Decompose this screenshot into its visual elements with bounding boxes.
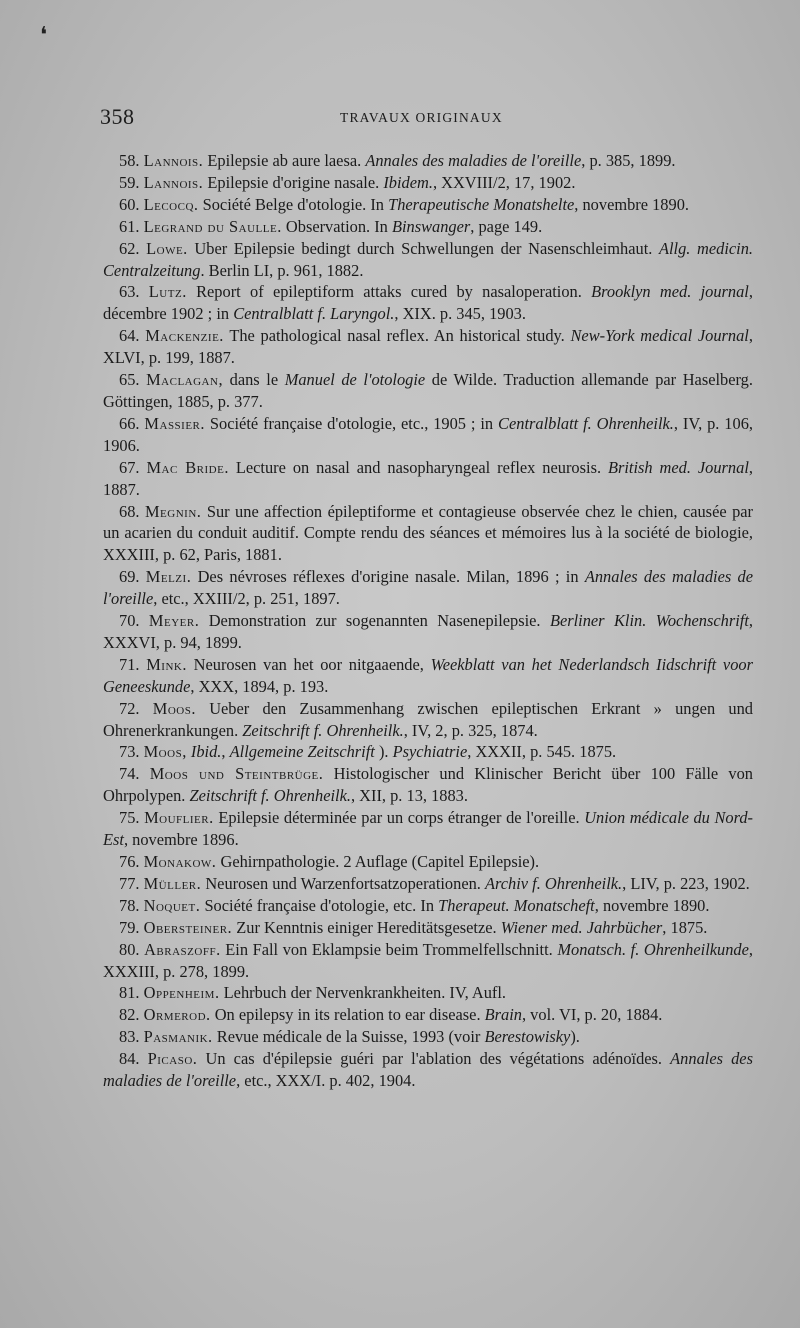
reference-title-italic: Allg. medicin. Centralzeitung [103, 238, 753, 280]
reference-entry [103, 851, 753, 873]
reference-text: , XXXII, p. 545. 1875. [467, 742, 617, 762]
reference-text: Ein Fall von Eklampsie beim Trommelfellschnitt. [225, 939, 558, 959]
reference-text: Gehirnpathologie. 2 Auflage (Capitel Epilepsie). [220, 852, 540, 871]
reference-text: , XXX, 1894, p. 193. [190, 676, 329, 696]
reference-number: 80. [119, 939, 140, 959]
reference-number: 59. [119, 172, 140, 192]
reference-text: Epilepsie ab aure laesa. [207, 151, 366, 170]
reference-text: , novembre 1896. [123, 830, 239, 850]
reference-text: , page 149. [470, 216, 543, 236]
reference-text: , etc., XXX/I. p. 402, 1904. [236, 1071, 416, 1091]
reference-entry [103, 698, 753, 742]
reference-title-italic: Weekblatt van het Nederlandsch Iidschrift voor Geneeskunde [103, 654, 753, 696]
reference-text: , IV, 2, p. 325, 1874. [403, 720, 538, 740]
reference-entry [103, 763, 753, 807]
reference-author: Legrand du Saulle. [143, 216, 282, 236]
reference-text: Ueber den Zusammenhang zwischen epileptischen Erkrant » ungen und Ohrenerkrankungen. [103, 698, 753, 740]
page-number: 358 [100, 104, 135, 129]
reference-entry [103, 216, 753, 238]
reference-text: , vol. VI, p. 20, 1884. [521, 1005, 663, 1025]
page-header [100, 104, 760, 134]
reference-title-italic: Centralblatt f. Laryngol. [233, 304, 395, 324]
reference-text: Uber Epilepsie bedingt durch Schwellungen der Nasenschleimhaut. [194, 238, 659, 258]
reference-number: 74. [119, 764, 140, 784]
reference-title-italic: Brooklyn med. journal [591, 282, 749, 302]
reference-number: 67. [119, 457, 140, 477]
reference-text: Epilepsie déterminée par un corps étranger de l'oreille. [218, 808, 585, 828]
reference-title-italic: Zeitschrift f. Ohrenheilk. [242, 720, 404, 740]
reference-text: Report of epileptiform attaks cured by nasaloperation. [196, 282, 592, 302]
reference-author: Maclagan, [146, 370, 224, 390]
reference-text: Société française d'otologie, etc. In [204, 895, 439, 915]
reference-title-italic: Ibid. [190, 742, 222, 762]
reference-entry [103, 807, 753, 851]
reference-author: Noquet. [143, 895, 201, 915]
reference-number: 65. [119, 370, 140, 390]
reference-title-italic: Annales des maladies de l'oreille [103, 567, 753, 609]
reference-author: Megnin. [144, 501, 202, 521]
reference-text: , XII, p. 13, 1883. [350, 786, 468, 806]
reference-number: 77. [119, 873, 140, 893]
reference-author: Lannois. [143, 172, 204, 192]
reference-title-italic: Ibidem. [383, 172, 433, 192]
reference-text: Société Belge d'otologie. In [202, 194, 389, 214]
reference-author: Ormerod. [143, 1005, 211, 1025]
reference-author: Lowe. [146, 238, 188, 258]
reference-author: Mink. [146, 654, 187, 674]
reference-text: Observation. In [285, 216, 392, 236]
reference-text: The pathological nasal reflex. An historical study. [229, 326, 571, 346]
reference-text: Revue médicale de la Suisse, 1993 (voir [216, 1027, 485, 1047]
reference-number: 84. [119, 1049, 140, 1069]
reference-title-italic: Zeitschrift f. Ohrenheilk. [189, 786, 351, 806]
reference-text: de Wilde. Traduction allemande par Haselberg. Göttingen, 1885, p. 377. [103, 370, 753, 411]
reference-entry [103, 654, 753, 698]
reference-text: , etc., XXIII/2, p. 251, 1897. [153, 589, 340, 609]
reference-number: 64. [119, 326, 140, 346]
reference-number: 61. [119, 216, 140, 236]
reference-title-italic: Annales des maladies de l'oreille [103, 1049, 753, 1091]
reference-title-italic: Allgemeine Zeitschrift [229, 742, 375, 762]
reference-text: , p. 385, 1899. [581, 151, 676, 170]
reference-title-italic: Berestowisky [484, 1027, 571, 1047]
reference-number: 71. [119, 654, 140, 674]
reference-entry [103, 741, 753, 763]
reference-text: , XIX. p. 345, 1903. [394, 304, 526, 324]
reference-entry [103, 1026, 753, 1048]
reference-entry [103, 895, 753, 917]
reference-number: 73. [119, 742, 140, 762]
reference-entry [103, 281, 753, 325]
reference-title-italic: Berliner Klin. Wochenschrift [549, 611, 749, 631]
reference-text: , XXXIII, p. 278, 1899. [103, 939, 753, 981]
reference-entry [103, 238, 753, 282]
reference-entry [103, 917, 753, 939]
reference-author: Obersteiner. [143, 917, 233, 937]
reference-text: . Berlin LI, p. 961, 1882. [200, 260, 364, 280]
reference-text: Neurosen van het oor nitgaaende, [193, 654, 431, 674]
reference-title-italic: Therapeutische Monatshelte [388, 194, 575, 214]
reference-author: Müller. [143, 873, 202, 893]
reference-entry [103, 194, 753, 216]
reference-entry [103, 150, 753, 172]
reference-text: , 1875. [662, 917, 708, 937]
reference-title-italic: Brain [484, 1005, 522, 1025]
reference-number: 83. [119, 1027, 140, 1047]
reference-title-italic: New-York medical Journal [570, 326, 749, 346]
reference-entry [103, 413, 753, 457]
reference-author: Meyer. [148, 611, 200, 631]
reference-number: 78. [119, 895, 140, 915]
reference-author: Lutz. [148, 282, 187, 302]
reference-text: Un cas d'épilepsie guéri par l'ablation des végétations adénoïdes. [205, 1049, 671, 1069]
reference-text: , novembre 1890. [594, 895, 710, 915]
reference-author: Pasmanik. [143, 1027, 213, 1047]
reference-author: Moos, [143, 742, 187, 762]
reference-author: Monakow. [143, 852, 217, 871]
scan-mark-decoration: ❛ [40, 22, 48, 47]
reference-author: Picaso. [147, 1049, 198, 1069]
reference-number: 58. [119, 151, 140, 170]
reference-text: , décembre 1902 ; in [103, 282, 753, 324]
reference-title-italic: British med. Journal [607, 457, 749, 477]
reference-entry [103, 1004, 753, 1026]
reference-text: , 1887. [103, 457, 753, 499]
reference-entry [103, 610, 753, 654]
reference-number: 81. [119, 983, 140, 1003]
reference-text: dans le [229, 370, 285, 390]
reference-author: Mouflier. [144, 808, 214, 828]
reference-title-italic: Monatsch. f. Ohrenheilkunde [557, 939, 749, 959]
reference-number: 75. [119, 808, 140, 828]
reference-author: Lecocq. [143, 194, 199, 214]
reference-author: Massier. [144, 413, 205, 433]
reference-entry [103, 982, 753, 1004]
reference-number: 62. [119, 238, 140, 258]
reference-number: 60. [119, 194, 140, 214]
reference-number: 76. [119, 852, 140, 871]
reference-number: 69. [119, 567, 140, 587]
running-title: TRAVAUX ORIGINAUX [340, 110, 503, 125]
reference-author: Oppenheim. [143, 983, 220, 1003]
reference-author: Mackenzie. [145, 326, 224, 346]
reference-number: 63. [119, 282, 140, 302]
reference-author: Abraszoff. [144, 939, 221, 959]
reference-text: Lecture on nasal and nasopharyngeal reflex neurosis. [235, 457, 608, 477]
reference-text: Des névroses réflexes d'origine nasale. Milan, 1896 ; in [197, 567, 585, 587]
reference-text: Histologischer und Klinischer Bericht über 100 Fälle von Ohrpolypen. [103, 764, 753, 806]
reference-entry [103, 939, 753, 983]
reference-entry [103, 501, 753, 567]
reference-text: , novembre 1890. [574, 194, 689, 214]
reference-title-italic: Therapeut. Monatscheft [438, 895, 595, 915]
reference-title-italic: Binswanger [391, 216, 471, 236]
reference-text: ). [570, 1027, 580, 1047]
reference-title-italic: Wiener med. Jahrbücher [500, 917, 663, 937]
reference-text: , [221, 742, 230, 762]
reference-number: 79. [119, 917, 140, 937]
reference-number: 66. [119, 413, 140, 433]
reference-title-italic: Manuel de l'otologie [284, 370, 426, 390]
reference-text: Zur Kenntnis einiger Hereditätsgesetze. [236, 917, 501, 937]
reference-author: Mac Bride. [146, 457, 229, 477]
reference-author: Moos. [152, 698, 196, 718]
reference-entry [103, 369, 753, 413]
reference-title-italic: Centralblatt f. Ohrenheilk. [498, 413, 674, 433]
reference-number: 72. [119, 698, 140, 718]
reference-text: Société française d'otologie, etc., 1905 ; in [209, 413, 499, 433]
reference-entry [103, 172, 753, 194]
reference-text: , IV, p. 106, 1906. [103, 413, 753, 455]
reference-text: , XLVI, p. 199, 1887. [103, 326, 753, 368]
reference-text: Lehrbuch der Nervenkrankheiten. IV, Aufl. [223, 983, 507, 1003]
reference-text: , LIV, p. 223, 1902. [622, 873, 750, 893]
reference-author: Lannois. [143, 151, 204, 170]
reference-list [103, 150, 753, 1092]
reference-title-italic: Annales des maladies de l'oreille [365, 151, 582, 170]
reference-entry [103, 873, 753, 895]
reference-title-italic: Archiv f. Ohrenheilk. [484, 873, 623, 893]
reference-text: Sur une affection épileptiforme et contagieuse observée chez le chien, causée par un acarien du conduit auditif. Compte rendu des séances et mémoires lus à la société de biologie, XXXIII, p. 62, Paris, 1881. [103, 501, 753, 565]
reference-entry [103, 457, 753, 501]
reference-text: Demonstration zur sogenannten Nasenepilepsie. [208, 611, 550, 631]
reference-text: Epilepsie d'origine nasale. [207, 172, 384, 192]
reference-title-italic: Union médicale du Nord-Est [103, 808, 754, 850]
reference-number: 70. [119, 611, 140, 631]
reference-title-italic: Psychiatrie [392, 742, 468, 762]
reference-entry [103, 566, 753, 610]
reference-entry [103, 325, 753, 369]
reference-text: ). [374, 742, 393, 762]
reference-number: 68. [119, 501, 140, 521]
reference-number: 82. [119, 1005, 140, 1025]
reference-entry [103, 1048, 753, 1092]
reference-author: Melzi. [145, 567, 192, 587]
reference-text: , XXVIII/2, 17, 1902. [432, 172, 576, 192]
reference-text: Neurosen und Warzenfortsatzoperationen. [205, 873, 485, 893]
reference-text: On epilepsy in its relation to ear disease. [214, 1005, 485, 1025]
reference-text: , XXXVI, p. 94, 1899. [103, 611, 753, 652]
reference-author: Moos und Steintbrüge. [149, 764, 324, 784]
